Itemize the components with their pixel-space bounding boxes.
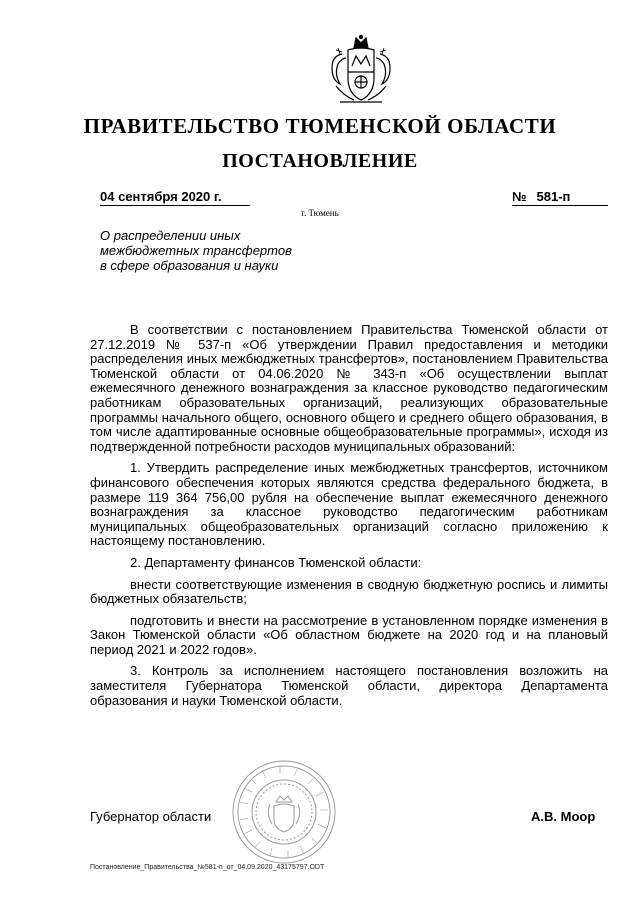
official-seal-icon <box>230 758 338 866</box>
document-subject <box>100 228 340 273</box>
city-label: г. Тюмень <box>301 208 339 218</box>
subject-line: межбюджетных трансфертов <box>100 243 292 258</box>
signatory-position: Губернатор области <box>90 809 212 824</box>
document-date: 04 сентября 2020 г. <box>100 189 250 206</box>
body-paragraph-preamble: В соответствии с постановлением Правительства Тюменской области от 27.12.2019 № 537-п «Об утверждении Правил предоставления и методики распределения иных межбюджетных трансфертов», постановлением Правительства Тюменской области от 04.06.2020 № 343-п «Об осуществлении выплат ежемесячного денежного вознаграждения за классное руководство педагогическим работникам образовательных организаций, реализующих образовательные программы начального общего, основного общего и среднего общего образования, в том числе адаптированные основные общеобразовательные программы», исходя из подтвержденной потребности расходов муниципальных образований: <box>90 322 608 454</box>
tyumen-coat-of-arms-icon <box>318 34 404 108</box>
subject-line: О распределении иных <box>100 228 241 243</box>
file-name-footer: Постановление_Правительства_№581-п_от_04.09.2020_43175797.ODT <box>90 864 325 871</box>
subject-line: в сфере образования и науки <box>100 258 279 273</box>
body-paragraph-item-2a: внести соответствующие изменения в сводную бюджетную роспись и лимиты бюджетных обязательств; <box>90 576 608 607</box>
body-paragraph-item-3: 3. Контроль за исполнением настоящего постановления возложить на заместителя Губернатора Тюменской области, директора Департамента образования и науки Тюменской области. <box>90 663 608 708</box>
government-title: ПРАВИТЕЛЬСТВО ТЮМЕНСКОЙ ОБЛАСТИ <box>83 114 557 138</box>
signatory-name: А.В. Моор <box>531 809 596 824</box>
document-number-field <box>512 189 608 206</box>
document-body <box>90 323 608 715</box>
body-paragraph-item-1: 1. Утвердить распределение иных межбюджетных трансфертов, источником финансового обеспечения которых являются средства федерального бюджета, в размере 119 364 756,00 рубля на обеспечение выплат ежемесячного денежного вознаграждения за классное руководство педагогическим работникам муниципальных общеобразовательных организаций согласно приложению к настоящему постановлению. <box>90 460 608 549</box>
body-paragraph-item-2b: подготовить и внести на рассмотрение в установленном порядке изменения в Закон Тюменской области «Об областном бюджете на 2020 год и на плановый период 2021 и 2022 годов». <box>90 612 608 657</box>
body-paragraph-item-2: 2. Департаменту финансов Тюменской области: <box>130 554 422 570</box>
number-sign: № <box>512 189 527 204</box>
document-number: 581-п <box>536 189 571 204</box>
document-type: ПОСТАНОВЛЕНИЕ <box>222 150 418 172</box>
